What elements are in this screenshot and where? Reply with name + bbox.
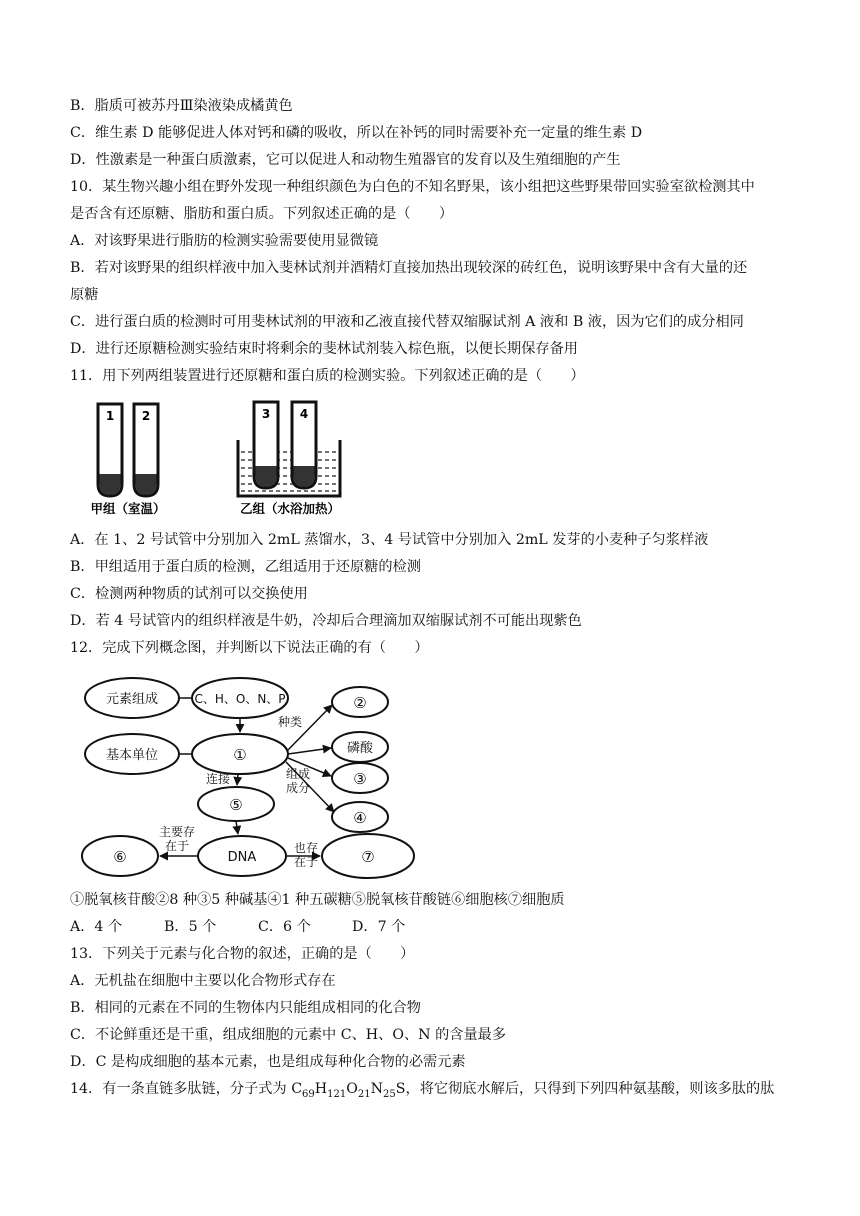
q14-sub-h: 121 [327, 1088, 347, 1100]
element-composition-label: 元素组成 [105, 692, 159, 707]
q14-h: H [314, 1081, 328, 1097]
tube-3-label: 3 [261, 407, 271, 421]
dna-label: DNA [227, 850, 257, 865]
q12-option-b: B．5 个 [164, 919, 217, 935]
phosphate-label: 磷酸 [346, 741, 374, 756]
q12-option-d: D．7 个 [352, 919, 406, 935]
q11-option-d: D．若 4 号试管内的组织样液是牛奶，冷却后合理滴加双缩脲试剂不可能出现紫色 [70, 613, 582, 629]
q14-sub-c: 69 [302, 1088, 315, 1100]
q10-option-a: A．对该野果进行脂肪的检测实验需要使用显微镜 [70, 233, 379, 249]
group-b-caption: 乙组（水浴加热） [239, 501, 341, 516]
composition-label-2: 成分 [285, 781, 311, 795]
q10-option-b-line2: 原糖 [70, 287, 99, 303]
tube-3 [254, 402, 278, 488]
tube-1-label: 1 [105, 409, 115, 423]
q10-option-b-line1: B．若对该野果的组织样液中加入斐林试剂并酒精灯直接加热出现较深的砖红色，说明该野果中含有大量的还 [70, 260, 748, 276]
q13-option-b: B．相同的元素在不同的生物体内只能组成相同的化合物 [70, 1000, 421, 1016]
node-7: ⑦ [361, 848, 375, 866]
basic-unit-label: 基本单位 [105, 748, 159, 763]
mainly-in-label-2: 在于 [164, 839, 190, 853]
kind-label: 种类 [277, 715, 303, 729]
q14-text-suffix: S，将它彻底水解后，只得到下列四种氨基酸，则该多肽的肽 [395, 1081, 775, 1097]
mainly-in-label-1: 主要存 [158, 825, 196, 839]
q12-option-a: A．4 个 [70, 919, 123, 935]
node-4: ④ [353, 809, 367, 827]
q12-option-c: C．6 个 [258, 919, 311, 935]
q13-option-c: C．不论鲜重还是干重，组成细胞的元素中 C、H、O、N 的含量最多 [70, 1027, 507, 1043]
q13-stem: 13．下列关于元素与化合物的叙述，正确的是（ ） [70, 946, 415, 962]
also-in-label-2: 在于 [293, 855, 319, 869]
tube-2-label: 2 [141, 409, 151, 423]
q11-option-b: B．甲组适用于蛋白质的检测，乙组适用于还原糖的检测 [70, 559, 421, 575]
q11-option-a: A．在 1、2 号试管中分别加入 2mL 蒸馏水，3、4 号试管中分别加入 2mL 发芽的小麦种子匀浆样液 [70, 532, 709, 548]
q9-option-d: D．性激素是一种蛋白质激素，它可以促进人和动物生殖器官的发育以及生殖细胞的产生 [70, 152, 621, 168]
q14-text-prefix: 14．有一条直链多肽链，分子式为 C [70, 1081, 303, 1097]
q9-option-b: B．脂质可被苏丹Ⅲ染液染成橘黄色 [70, 98, 293, 114]
tube-2 [134, 404, 158, 496]
q13-option-d: D．C 是构成细胞的基本元素，也是组成每种化合物的必需元素 [70, 1054, 466, 1070]
q14-stem [70, 1079, 800, 1105]
test-tube-figure [78, 396, 378, 520]
q11-option-c: C．检测两种物质的试剂可以交换使用 [70, 586, 308, 602]
node-2: ② [353, 694, 367, 712]
q10-stem-line1: 10．某生物兴趣小组在野外发现一种组织颜色为白色的不知名野果，该小组把这些野果带回实验室欲检测其中 [70, 179, 755, 195]
q12-note: ①脱氧核苷酸②8 种③5 种碱基④1 种五碳糖⑤脱氧核苷酸链⑥细胞核⑦细胞质 [70, 892, 565, 908]
q13-option-a: A．无机盐在细胞中主要以化合物形式存在 [70, 973, 336, 989]
tube-1 [98, 404, 122, 496]
connect-label: 连接 [205, 772, 231, 786]
tube-4 [292, 402, 316, 488]
node-3: ③ [353, 770, 367, 788]
q10-option-d: D．进行还原糖检测实验结束时将剩余的斐林试剂装入棕色瓶，以便长期保存备用 [70, 341, 578, 357]
concept-map-figure [78, 672, 448, 886]
q9-option-c: C．维生素 D 能够促进人体对钙和磷的吸收，所以在补钙的同时需要补充一定量的维生素 D [70, 125, 643, 141]
q14-n: N [370, 1081, 384, 1097]
q10-option-c: C．进行蛋白质的检测时可用斐林试剂的甲液和乙液直接代替双缩脲试剂 A 液和 B 液，因为它们的成分相同 [70, 314, 744, 330]
node-5: ⑤ [229, 796, 243, 814]
q12-stem: 12．完成下列概念图，并判断以下说法正确的有（ ） [70, 640, 429, 656]
group-a-caption: 甲组（室温） [90, 501, 166, 516]
tube-4-label: 4 [299, 407, 309, 421]
q14-sub-n: 25 [383, 1088, 396, 1100]
node-1: ① [233, 746, 247, 764]
q10-stem-line2: 是否含有还原糖、脂肪和蛋白质。下列叙述正确的是（ ） [70, 206, 454, 222]
composition-label-1: 组成 [285, 767, 311, 781]
q14-o: O [346, 1081, 358, 1097]
q12-options-row [70, 917, 446, 937]
elements-label: C、H、O、N、P [194, 692, 286, 706]
q11-stem: 11．用下列两组装置进行还原糖和蛋白质的检测实验。下列叙述正确的是（ ） [70, 368, 585, 384]
also-in-label-1: 也存 [293, 841, 319, 855]
node-6: ⑥ [113, 848, 127, 866]
q14-sub-o: 21 [357, 1088, 371, 1100]
